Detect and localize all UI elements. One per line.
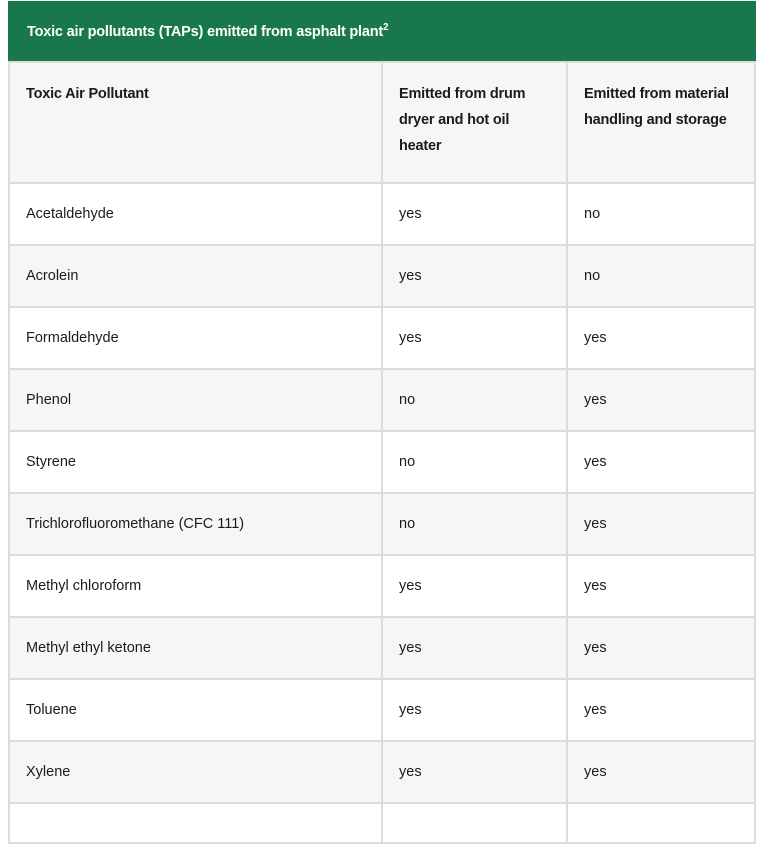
table-row <box>9 741 755 803</box>
table-row <box>9 369 755 431</box>
cell-drum-dryer: no <box>382 493 567 555</box>
table-row <box>9 493 755 555</box>
cell-drum-dryer: yes <box>382 617 567 679</box>
cell-pollutant: Phenol <box>9 369 382 431</box>
cell-material-handling: yes <box>567 493 755 555</box>
table-row <box>9 307 755 369</box>
table-caption <box>8 1 756 61</box>
cell-material-handling: yes <box>567 741 755 803</box>
cell-pollutant: Trichlorofluoromethane (CFC 111) <box>9 493 382 555</box>
cell-pollutant: Xylene <box>9 741 382 803</box>
cell-material-handling: yes <box>567 369 755 431</box>
table-row <box>9 679 755 741</box>
cell-drum-dryer: yes <box>382 741 567 803</box>
cell-material-handling: yes <box>567 617 755 679</box>
cell-material-handling: yes <box>567 307 755 369</box>
table-row-partial <box>9 803 755 843</box>
cell-pollutant: Methyl chloroform <box>9 555 382 617</box>
footnote-ref[interactable]: 2 <box>383 22 389 33</box>
cell-drum-dryer: no <box>382 369 567 431</box>
cell-pollutant: Methyl ethyl ketone <box>9 617 382 679</box>
header-pollutant: Toxic Air Pollutant <box>9 62 382 183</box>
tap-table <box>8 1 756 844</box>
cell-material-handling: yes <box>567 679 755 741</box>
cell-empty <box>567 803 755 843</box>
cell-empty <box>382 803 567 843</box>
cell-material-handling: no <box>567 245 755 307</box>
cell-pollutant: Formaldehyde <box>9 307 382 369</box>
cell-pollutant: Acrolein <box>9 245 382 307</box>
cell-drum-dryer: no <box>382 431 567 493</box>
cell-material-handling: yes <box>567 431 755 493</box>
header-material-handling: Emitted from material handling and storage <box>567 62 755 183</box>
header-row <box>9 62 755 183</box>
cell-drum-dryer: yes <box>382 555 567 617</box>
cell-pollutant: Styrene <box>9 431 382 493</box>
cell-pollutant: Toluene <box>9 679 382 741</box>
cell-drum-dryer: yes <box>382 307 567 369</box>
cell-drum-dryer: yes <box>382 183 567 245</box>
table-row <box>9 555 755 617</box>
table-row <box>9 183 755 245</box>
tap-table-container <box>8 1 754 844</box>
header-drum-dryer: Emitted from drum dryer and hot oil heater <box>382 62 567 183</box>
table-row <box>9 245 755 307</box>
cell-drum-dryer: yes <box>382 245 567 307</box>
table-row <box>9 617 755 679</box>
cell-drum-dryer: yes <box>382 679 567 741</box>
cell-material-handling: yes <box>567 555 755 617</box>
caption-text: Toxic air pollutants (TAPs) emitted from asphalt plant <box>27 24 384 40</box>
cell-empty <box>9 803 382 843</box>
table-row <box>9 431 755 493</box>
cell-pollutant: Acetaldehyde <box>9 183 382 245</box>
cell-material-handling: no <box>567 183 755 245</box>
